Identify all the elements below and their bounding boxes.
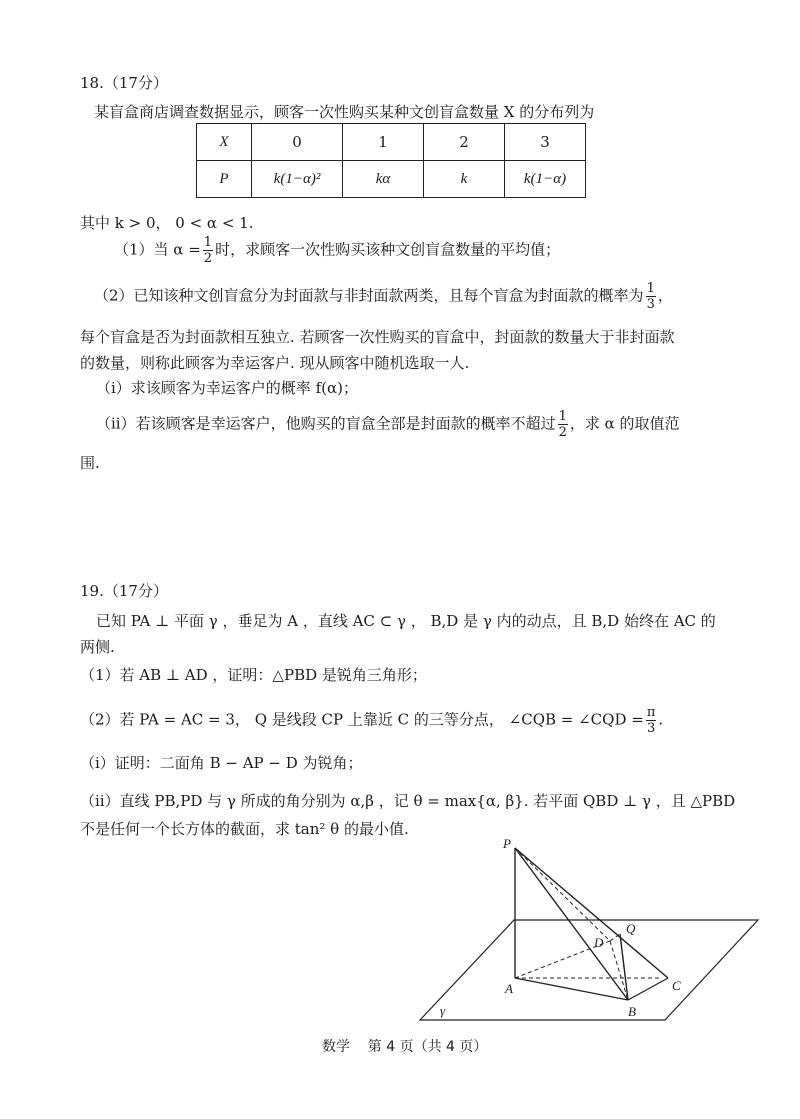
table-cell: k(1−α)² [252, 161, 343, 198]
q19-sub-ii-line1: （ii）直线 PB,PD 与 γ 所成的角分别为 α,β ，记 θ = max{α, β}. 若平面 QBD ⊥ γ ，且 △PBD [80, 792, 736, 810]
fraction: $\frac{1}{3}$ [646, 281, 655, 312]
edge-PB [515, 848, 628, 1000]
q19-line1: 已知 PA ⊥ 平面 γ ，垂足为 A ，直线 AC ⊂ γ ， B,D 是 γ 内的动点，且 B,D 始终在 AC 的 [96, 612, 716, 630]
q19-sub-i: （i）证明：二面角 B − AP − D 为锐角； [80, 754, 363, 772]
q19-header: 19.（17分） [80, 582, 168, 600]
table-cell: 1 [343, 124, 424, 161]
edge-PD [515, 848, 610, 941]
table-cell: 3 [505, 124, 586, 161]
label-B: B [628, 1004, 636, 1019]
table-cell: kα [343, 161, 424, 198]
table-cell: k [424, 161, 505, 198]
edge-DB [610, 941, 628, 1000]
table-cell: k(1−α) [505, 161, 586, 198]
label-Q: Q [626, 921, 636, 936]
q18-sub-ii-post: ，求 α 的取值范 [569, 414, 680, 433]
edge-AB [515, 978, 628, 1000]
label-C: C [672, 978, 681, 993]
plane-gamma [420, 920, 758, 1020]
q18-part2-text: （2）已知该种文创盲盒分为封面款与非封面款两类，且每个盲盒为封面款的概率为 [94, 286, 644, 305]
q18-part1-pre: （1）当 α = [114, 240, 201, 259]
q18-part2-line3: 的数量，则称此顾客为幸运客户. 现从顾客中随机选取一人. [80, 354, 470, 372]
q19-part1: （1）若 AB ⊥ AD ，证明：△PBD 是锐角三角形； [80, 666, 427, 684]
q18-sub-ii-text: （ii）若该顾客是幸运客户，他购买的盲盒全部是封面款的概率不超过 [96, 414, 556, 433]
table-cell: 0 [252, 124, 343, 161]
q18-part2-line2: 每个盲盒是否为封面款相互独立. 若顾客一次性购买的盲盒中，封面款的数量大于非封面款 [80, 328, 675, 346]
q19-sub-ii-line2: 不是任何一个长方体的截面，求 tan² θ 的最小值. [80, 820, 409, 838]
edge-PC [515, 848, 668, 978]
fraction: $\frac{1}{2}$ [558, 409, 567, 440]
q18-header: 18.（17分） [80, 74, 168, 92]
fraction: $\frac{\pi}{3}$ [646, 705, 656, 736]
q18-condition: 其中 k > 0， 0 < α < 1. [80, 214, 254, 232]
q18-sub-i: （i）求该顾客为幸运客户的概率 f(α)； [96, 379, 358, 397]
table-cell: 2 [424, 124, 505, 161]
q19-part2-text: （2）若 PA = AC = 3， Q 是线段 CP 上靠近 C 的三等分点， ∠CQB = ∠CQD = [80, 710, 644, 729]
table-cell: P [197, 161, 252, 198]
edge-BC [628, 978, 668, 1000]
label-gamma: γ [440, 1003, 446, 1018]
q18-part2-punct: ， [657, 286, 673, 305]
q18-intro: 某盲盒商店调查数据显示，顾客一次性购买某种文创盲盒数量 X 的分布列为 [94, 103, 595, 121]
q18-part1-post: 时，求顾客一次性购买该种文创盲盒数量的平均值； [215, 240, 561, 259]
label-P: P [503, 836, 511, 851]
label-D: D [594, 935, 604, 950]
q19-line2: 两侧. [80, 638, 115, 656]
label-A: A [505, 981, 513, 996]
q18-sub-ii-line2: 围. [80, 454, 100, 472]
fraction: $\frac{1}{2}$ [203, 235, 213, 266]
page-footer: 数学 第 4 页（共 4 页） [322, 1039, 488, 1055]
q19-part2-post: . [658, 710, 664, 729]
table-cell: X [197, 124, 252, 161]
